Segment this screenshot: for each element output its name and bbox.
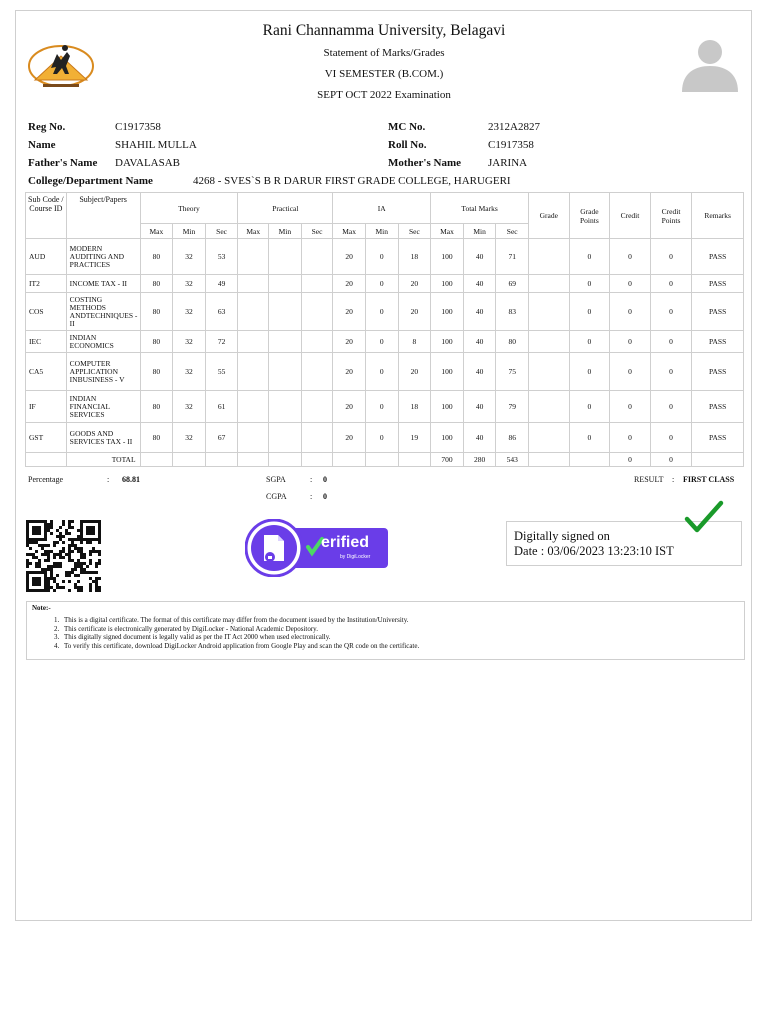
theory-sec: 53 — [205, 239, 238, 275]
course-id: IT2 — [26, 275, 67, 293]
theory-max: 80 — [140, 331, 173, 353]
ia-max: 20 — [333, 353, 366, 391]
subject-name: INDIAN ECONOMICS — [66, 331, 140, 353]
credit-points-cell: 0 — [650, 331, 692, 353]
theory-sec: 72 — [205, 331, 238, 353]
badge-by: by DigiLocker — [340, 554, 371, 560]
grade-points-cell: 0 — [569, 391, 610, 423]
practical-sec-header: Sec — [301, 224, 333, 239]
ia-min: 0 — [365, 275, 398, 293]
table-row — [26, 423, 744, 453]
theory-max: 80 — [140, 239, 173, 275]
subject-name: INDIAN FINANCIAL SERVICES — [66, 391, 140, 423]
table-row — [26, 353, 744, 391]
ia-sec: 20 — [398, 293, 431, 331]
credit-cell: 0 — [610, 275, 651, 293]
remarks-cell: PASS — [692, 331, 744, 353]
ia-min-header: Min — [365, 224, 398, 239]
practical-max — [238, 391, 269, 423]
checkmark-icon — [684, 500, 724, 534]
ia-min: 0 — [365, 423, 398, 453]
total-sec-cell: 71 — [496, 239, 529, 275]
sub-code-header: Sub Code / Course ID — [26, 193, 67, 239]
remarks-cell: PASS — [692, 293, 744, 331]
total-min-cell: 40 — [463, 239, 496, 275]
course-id: IF — [26, 391, 67, 423]
practical-sec — [301, 293, 333, 331]
badge-word: erified — [321, 534, 370, 551]
grade-cell — [529, 391, 570, 423]
grade-points-cell: 0 — [569, 275, 610, 293]
grade-cell — [529, 423, 570, 453]
practical-sec — [301, 331, 333, 353]
mc-no-label: MC No. — [388, 121, 426, 133]
ia-max-header: Max — [333, 224, 366, 239]
grade-points-cell: 0 — [569, 239, 610, 275]
grade-cell — [529, 275, 570, 293]
ia-sec: 20 — [398, 353, 431, 391]
note-box — [26, 601, 745, 660]
total-sec-cell: 86 — [496, 423, 529, 453]
credit-cell: 0 — [610, 331, 651, 353]
credit-points-header: Credit Points — [650, 193, 692, 239]
practical-min — [269, 391, 302, 423]
total-max-cell: 100 — [431, 353, 464, 391]
grade-cell — [529, 331, 570, 353]
note-item: 1. This is a digital certificate. The format of this certificate may differ from the document issued by the Institution/University. — [61, 616, 419, 625]
table-row — [26, 239, 744, 275]
digilocker-verified-badge — [245, 519, 390, 577]
note-title: Note:- — [32, 604, 51, 612]
credit-points-cell: 0 — [650, 293, 692, 331]
sgpa-value: 0 — [323, 475, 327, 484]
course-id: GST — [26, 423, 67, 453]
cgpa-label: CGPA — [266, 492, 287, 501]
subject-name: MODERN AUDITING AND PRACTICES — [66, 239, 140, 275]
theory-min: 32 — [173, 239, 206, 275]
subject-name: INCOME TAX - II — [66, 275, 140, 293]
total-sec-cell: 79 — [496, 391, 529, 423]
practical-sec — [301, 275, 333, 293]
grade-points-cell: 0 — [569, 293, 610, 331]
theory-max: 80 — [140, 391, 173, 423]
credit-points-cell: 0 — [650, 423, 692, 453]
ia-max: 20 — [333, 239, 366, 275]
ia-header: IA — [333, 193, 431, 224]
practical-min — [269, 275, 302, 293]
practical-min — [269, 331, 302, 353]
name-label: Name — [28, 139, 56, 151]
statement-title: Statement of Marks/Grades — [323, 47, 445, 59]
credit-cell: 0 — [610, 293, 651, 331]
father-name-label: Father's Name — [28, 157, 98, 169]
roll-no-label: Roll No. — [388, 139, 427, 151]
theory-sec: 61 — [205, 391, 238, 423]
note-item: 3. This digitally signed document is legally valid as per the IT Act 2000 when used electronically. — [61, 633, 419, 642]
total-min-cell: 40 — [463, 423, 496, 453]
practical-max — [238, 331, 269, 353]
mother-name-value: JARINA — [488, 157, 528, 169]
total-max-cell: 100 — [431, 275, 464, 293]
course-id: COS — [26, 293, 67, 331]
sgpa-label: SGPA — [266, 475, 286, 484]
credit-header: Credit — [610, 193, 651, 239]
percentage-colon: : — [107, 475, 110, 484]
grade-header: Grade — [529, 193, 570, 239]
college-label: College/Department Name — [28, 175, 153, 187]
total-sec-cell: 69 — [496, 275, 529, 293]
percentage-value: 68.81 — [122, 475, 140, 484]
grade-points-header: Grade Points — [569, 193, 610, 239]
table-row — [26, 331, 744, 353]
theory-min-header: Min — [173, 224, 206, 239]
practical-header: Practical — [238, 193, 333, 224]
theory-sec: 63 — [205, 293, 238, 331]
theory-max: 80 — [140, 293, 173, 331]
total-min-cell: 40 — [463, 353, 496, 391]
result-label: RESULT — [634, 475, 664, 484]
theory-min: 32 — [173, 353, 206, 391]
total-min-cell: 40 — [463, 293, 496, 331]
theory-max-header: Max — [140, 224, 173, 239]
mother-name-label: Mother's Name — [388, 157, 462, 169]
ia-sec: 20 — [398, 275, 431, 293]
signature-date: Date : 03/06/2023 13:23:10 IST — [514, 544, 674, 558]
total-min: 280 — [463, 453, 496, 467]
course-id: AUD — [26, 239, 67, 275]
subject-name: GOODS AND SERVICES TAX - II — [66, 423, 140, 453]
total-sec-header: Sec — [496, 224, 529, 239]
ia-max: 20 — [333, 275, 366, 293]
total-sec-cell: 80 — [496, 331, 529, 353]
practical-sec — [301, 239, 333, 275]
result-colon: : — [672, 475, 675, 484]
credit-points-cell: 0 — [650, 239, 692, 275]
credit-points-cell: 0 — [650, 391, 692, 423]
ia-max: 20 — [333, 391, 366, 423]
course-id: CA5 — [26, 353, 67, 391]
remarks-cell: PASS — [692, 275, 744, 293]
total-max: 700 — [431, 453, 464, 467]
practical-min-header: Min — [269, 224, 302, 239]
semester-title: VI SEMESTER (B.COM.) — [324, 68, 444, 80]
remarks-header: Remarks — [692, 193, 744, 239]
total-credit: 0 — [610, 453, 651, 467]
credit-cell: 0 — [610, 391, 651, 423]
remarks-cell: PASS — [692, 391, 744, 423]
total-max-cell: 100 — [431, 331, 464, 353]
note-item: 4. To verify this certificate, download DigiLocker Android application from Google Play and scan the QR code on the certificate. — [61, 642, 419, 651]
credit-cell: 0 — [610, 239, 651, 275]
theory-min: 32 — [173, 391, 206, 423]
total-row — [26, 453, 744, 467]
ia-sec: 19 — [398, 423, 431, 453]
theory-min: 32 — [173, 293, 206, 331]
grade-cell — [529, 353, 570, 391]
qr-code — [26, 520, 101, 592]
exam-title: SEPT OCT 2022 Examination — [317, 89, 451, 101]
practical-min — [269, 353, 302, 391]
total-min-cell: 40 — [463, 391, 496, 423]
practical-max-header: Max — [238, 224, 269, 239]
ia-max: 20 — [333, 331, 366, 353]
result-value: FIRST CLASS — [683, 475, 735, 484]
note-item: 2. This certificate is electronically generated by DigiLocker - National Academic Depository. — [61, 625, 419, 634]
theory-max: 80 — [140, 353, 173, 391]
practical-max — [238, 293, 269, 331]
total-max-cell: 100 — [431, 423, 464, 453]
total-max-cell: 100 — [431, 293, 464, 331]
practical-max — [238, 353, 269, 391]
university-logo — [25, 36, 97, 92]
ia-max: 20 — [333, 293, 366, 331]
subject-header: Subject/Papers — [66, 193, 140, 239]
practical-min — [269, 293, 302, 331]
subject-name: COMPUTER APPLICATION INBUSINESS - V — [66, 353, 140, 391]
percentage-label: Percentage — [28, 475, 64, 484]
table-row — [26, 275, 744, 293]
credit-cell: 0 — [610, 353, 651, 391]
name-value: SHAHIL MULLA — [115, 139, 197, 151]
practical-max — [238, 275, 269, 293]
total-label: TOTAL — [66, 453, 140, 467]
ia-sec: 18 — [398, 391, 431, 423]
credit-points-cell: 0 — [650, 275, 692, 293]
ia-max: 20 — [333, 423, 366, 453]
remarks-cell: PASS — [692, 353, 744, 391]
ia-sec: 8 — [398, 331, 431, 353]
cgpa-value: 0 — [323, 492, 327, 501]
university-name: Rani Channamma University, Belagavi — [262, 22, 506, 39]
total-max-cell: 100 — [431, 391, 464, 423]
father-name-value: DAVALASAB — [115, 157, 181, 169]
user-placeholder-icon — [678, 34, 742, 92]
theory-sec-header: Sec — [205, 224, 238, 239]
grade-cell — [529, 239, 570, 275]
theory-header: Theory — [140, 193, 238, 224]
total-min-cell: 40 — [463, 331, 496, 353]
theory-max: 80 — [140, 275, 173, 293]
table-row — [26, 391, 744, 423]
credit-points-cell: 0 — [650, 353, 692, 391]
note-list — [61, 616, 419, 650]
theory-sec: 49 — [205, 275, 238, 293]
practical-sec — [301, 423, 333, 453]
table-row — [26, 293, 744, 331]
theory-sec: 67 — [205, 423, 238, 453]
total-max-cell: 100 — [431, 239, 464, 275]
cgpa-colon: : — [310, 492, 313, 501]
total-min-header: Min — [463, 224, 496, 239]
subject-name: COSTING METHODS ANDTECHNIQUES - II — [66, 293, 140, 331]
roll-no-value: C1917358 — [488, 139, 534, 151]
theory-max: 80 — [140, 423, 173, 453]
theory-min: 32 — [173, 423, 206, 453]
practical-min — [269, 423, 302, 453]
total-min-cell: 40 — [463, 275, 496, 293]
ia-min: 0 — [365, 391, 398, 423]
course-id: IEC — [26, 331, 67, 353]
ia-sec: 18 — [398, 239, 431, 275]
college-value: 4268 - SVES`S B R DARUR FIRST GRADE COLLEGE, HARUGERI — [193, 175, 511, 187]
practical-sec — [301, 353, 333, 391]
theory-min: 32 — [173, 275, 206, 293]
credit-cell: 0 — [610, 423, 651, 453]
total-sec: 543 — [496, 453, 529, 467]
ia-min: 0 — [365, 293, 398, 331]
reg-no-value: C1917358 — [115, 121, 161, 133]
remarks-cell: PASS — [692, 423, 744, 453]
remarks-cell: PASS — [692, 239, 744, 275]
practical-max — [238, 423, 269, 453]
theory-sec: 55 — [205, 353, 238, 391]
practical-sec — [301, 391, 333, 423]
total-sec-cell: 83 — [496, 293, 529, 331]
sgpa-colon: : — [310, 475, 313, 484]
practical-max — [238, 239, 269, 275]
signature-line-1: Digitally signed on — [514, 529, 610, 543]
practical-min — [269, 239, 302, 275]
marks-table — [25, 192, 744, 467]
grade-cell — [529, 293, 570, 331]
ia-sec-header: Sec — [398, 224, 431, 239]
total-sec-cell: 75 — [496, 353, 529, 391]
grade-points-cell: 0 — [569, 423, 610, 453]
total-max-header: Max — [431, 224, 464, 239]
ia-min: 0 — [365, 239, 398, 275]
mc-no-value: 2312A2827 — [488, 121, 540, 133]
total-marks-header: Total Marks — [431, 193, 529, 224]
theory-min: 32 — [173, 331, 206, 353]
ia-min: 0 — [365, 353, 398, 391]
grade-points-cell: 0 — [569, 353, 610, 391]
ia-min: 0 — [365, 331, 398, 353]
reg-no-label: Reg No. — [28, 121, 66, 133]
grade-points-cell: 0 — [569, 331, 610, 353]
total-credit-points: 0 — [650, 453, 692, 467]
table-header-row — [26, 193, 744, 224]
